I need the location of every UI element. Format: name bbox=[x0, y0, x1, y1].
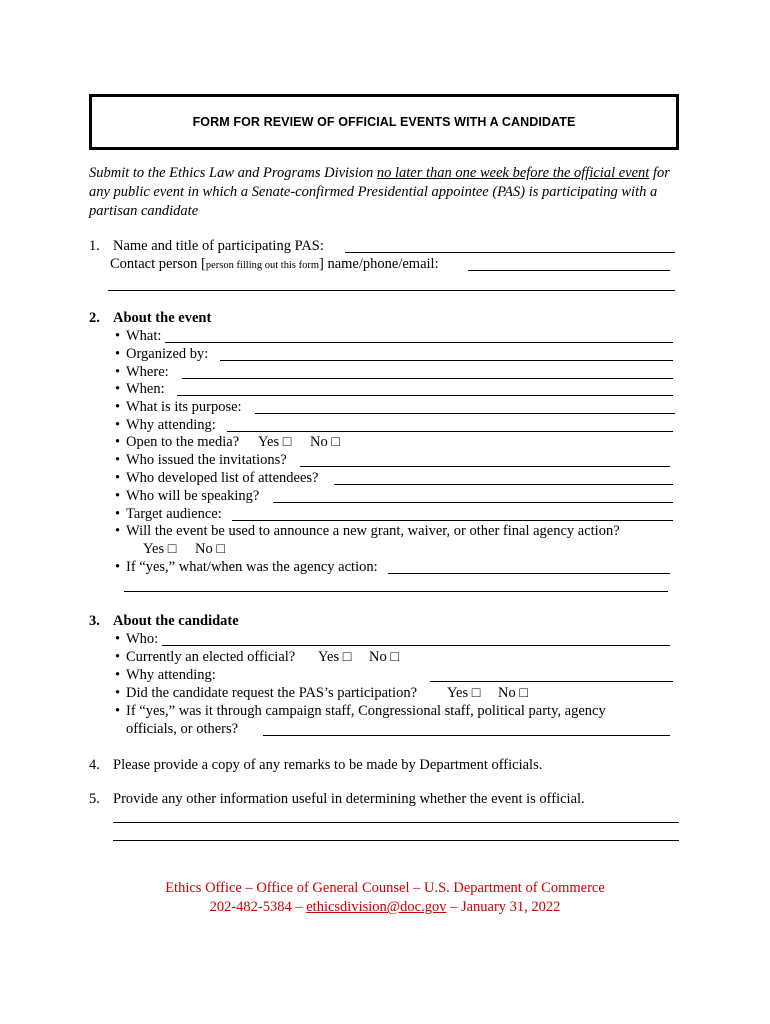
footer-email-link[interactable]: ethicsdivision@doc.gov bbox=[306, 899, 447, 915]
contact-label-note: person filling out this form bbox=[205, 260, 320, 271]
bullet-elected: • bbox=[115, 649, 121, 665]
bullet-organized: • bbox=[115, 346, 121, 362]
section5-text: Provide any other information useful in determining whether the event is official. bbox=[113, 791, 585, 807]
bullet-invitations: • bbox=[115, 452, 121, 468]
speaking-field[interactable] bbox=[273, 502, 673, 503]
media-label: Open to the media? bbox=[126, 434, 240, 450]
media-yes-checkbox[interactable]: Yes □ bbox=[258, 434, 292, 450]
footer-line1: Ethics Office – Office of General Counsel – U.S. Department of Commerce bbox=[165, 880, 605, 896]
request-no-checkbox[interactable]: No □ bbox=[498, 685, 529, 701]
footer-phone: 202-482-5384 – bbox=[209, 899, 307, 915]
why-field[interactable] bbox=[227, 431, 673, 432]
candidate-ifyes-label-2: officials, or others? bbox=[126, 721, 239, 737]
agency-action-label: If “yes,” what/when was the agency action: bbox=[126, 559, 378, 575]
candidate-ifyes-field[interactable] bbox=[263, 735, 670, 736]
bullet-ifyes: • bbox=[115, 559, 121, 575]
contact-label-a: Contact person [ bbox=[110, 256, 206, 272]
media-no-checkbox[interactable]: No □ bbox=[310, 434, 341, 450]
intro-part1: Submit to the Ethics Law and Programs Division bbox=[89, 165, 377, 181]
why-label: Why attending: bbox=[126, 417, 216, 433]
contact-label-b: ] name/phone/email: bbox=[319, 256, 439, 272]
bullet-attendees: • bbox=[115, 470, 121, 486]
section2-heading: About the event bbox=[113, 310, 212, 326]
bullet-what: • bbox=[115, 328, 121, 344]
bullet-candidate-why: • bbox=[115, 667, 121, 683]
purpose-field[interactable] bbox=[255, 413, 675, 414]
section4-number: 4. bbox=[89, 757, 100, 773]
bullet-request: • bbox=[115, 685, 121, 701]
footer-line2 bbox=[0, 898, 770, 917]
other-info-field-1[interactable] bbox=[113, 822, 679, 823]
contact-field-continued[interactable] bbox=[108, 290, 675, 291]
agency-action-field-continued[interactable] bbox=[124, 591, 668, 592]
bullet-speaking: • bbox=[115, 488, 121, 504]
intro-text bbox=[89, 164, 689, 221]
invitations-field[interactable] bbox=[300, 466, 670, 467]
what-label: What: bbox=[126, 328, 162, 344]
title-box bbox=[89, 94, 679, 150]
bullet-where: • bbox=[115, 364, 121, 380]
bullet-purpose: • bbox=[115, 399, 121, 415]
other-info-field-2[interactable] bbox=[113, 840, 679, 841]
who-field[interactable] bbox=[162, 645, 670, 646]
bullet-when: • bbox=[115, 381, 121, 397]
candidate-why-field[interactable] bbox=[430, 681, 673, 682]
announce-label: Will the event be used to announce a new grant, waiver, or other final agency action? bbox=[126, 523, 620, 539]
pas-name-label: Name and title of participating PAS: bbox=[113, 238, 324, 254]
bullet-candidate-ifyes: • bbox=[115, 703, 121, 719]
attendees-label: Who developed list of attendees? bbox=[126, 470, 319, 486]
announce-yes-checkbox[interactable]: Yes □ bbox=[143, 541, 177, 557]
attendees-field[interactable] bbox=[334, 484, 673, 485]
audience-label: Target audience: bbox=[126, 506, 222, 522]
section4-text: Please provide a copy of any remarks to be made by Department officials. bbox=[113, 757, 543, 773]
intro-deadline: no later than one week before the official event bbox=[376, 165, 650, 181]
contact-label bbox=[110, 255, 439, 275]
section1-number: 1. bbox=[89, 238, 100, 254]
request-label: Did the candidate request the PAS’s participation? bbox=[126, 685, 418, 701]
elected-no-checkbox[interactable]: No □ bbox=[369, 649, 400, 665]
contact-field[interactable] bbox=[468, 270, 670, 271]
organized-label: Organized by: bbox=[126, 346, 209, 362]
agency-action-field[interactable] bbox=[388, 573, 670, 574]
where-field[interactable] bbox=[182, 378, 673, 379]
what-field[interactable] bbox=[165, 342, 673, 343]
bullet-audience: • bbox=[115, 506, 121, 522]
bullet-media: • bbox=[115, 434, 121, 450]
who-label: Who: bbox=[126, 631, 159, 647]
form-title: FORM FOR REVIEW OF OFFICIAL EVENTS WITH A CANDIDATE bbox=[192, 115, 576, 129]
announce-no-checkbox[interactable]: No □ bbox=[195, 541, 226, 557]
intro-part2: for any public event in which a Senate-confirmed Presidential appointee (PAS) is participating with a partisan candidate bbox=[89, 165, 670, 219]
request-yes-checkbox[interactable]: Yes □ bbox=[447, 685, 481, 701]
when-label: When: bbox=[126, 381, 165, 397]
section3-heading: About the candidate bbox=[113, 613, 239, 629]
when-field[interactable] bbox=[177, 395, 673, 396]
elected-yes-checkbox[interactable]: Yes □ bbox=[318, 649, 352, 665]
footer-date: – January 31, 2022 bbox=[446, 899, 561, 915]
bullet-why: • bbox=[115, 417, 121, 433]
bullet-who: • bbox=[115, 631, 121, 647]
audience-field[interactable] bbox=[232, 520, 673, 521]
invitations-label: Who issued the invitations? bbox=[126, 452, 287, 468]
section3-number: 3. bbox=[89, 613, 100, 629]
candidate-ifyes-label: If “yes,” was it through campaign staff, Congressional staff, political party, agency bbox=[126, 703, 606, 719]
section2-number: 2. bbox=[89, 310, 100, 326]
section5-number: 5. bbox=[89, 791, 100, 807]
bullet-announce: • bbox=[115, 523, 121, 539]
organized-field[interactable] bbox=[220, 360, 673, 361]
purpose-label: What is its purpose: bbox=[126, 399, 242, 415]
elected-label: Currently an elected official? bbox=[126, 649, 296, 665]
where-label: Where: bbox=[126, 364, 169, 380]
speaking-label: Who will be speaking? bbox=[126, 488, 260, 504]
candidate-why-label: Why attending: bbox=[126, 667, 216, 683]
pas-name-field[interactable] bbox=[345, 252, 675, 253]
